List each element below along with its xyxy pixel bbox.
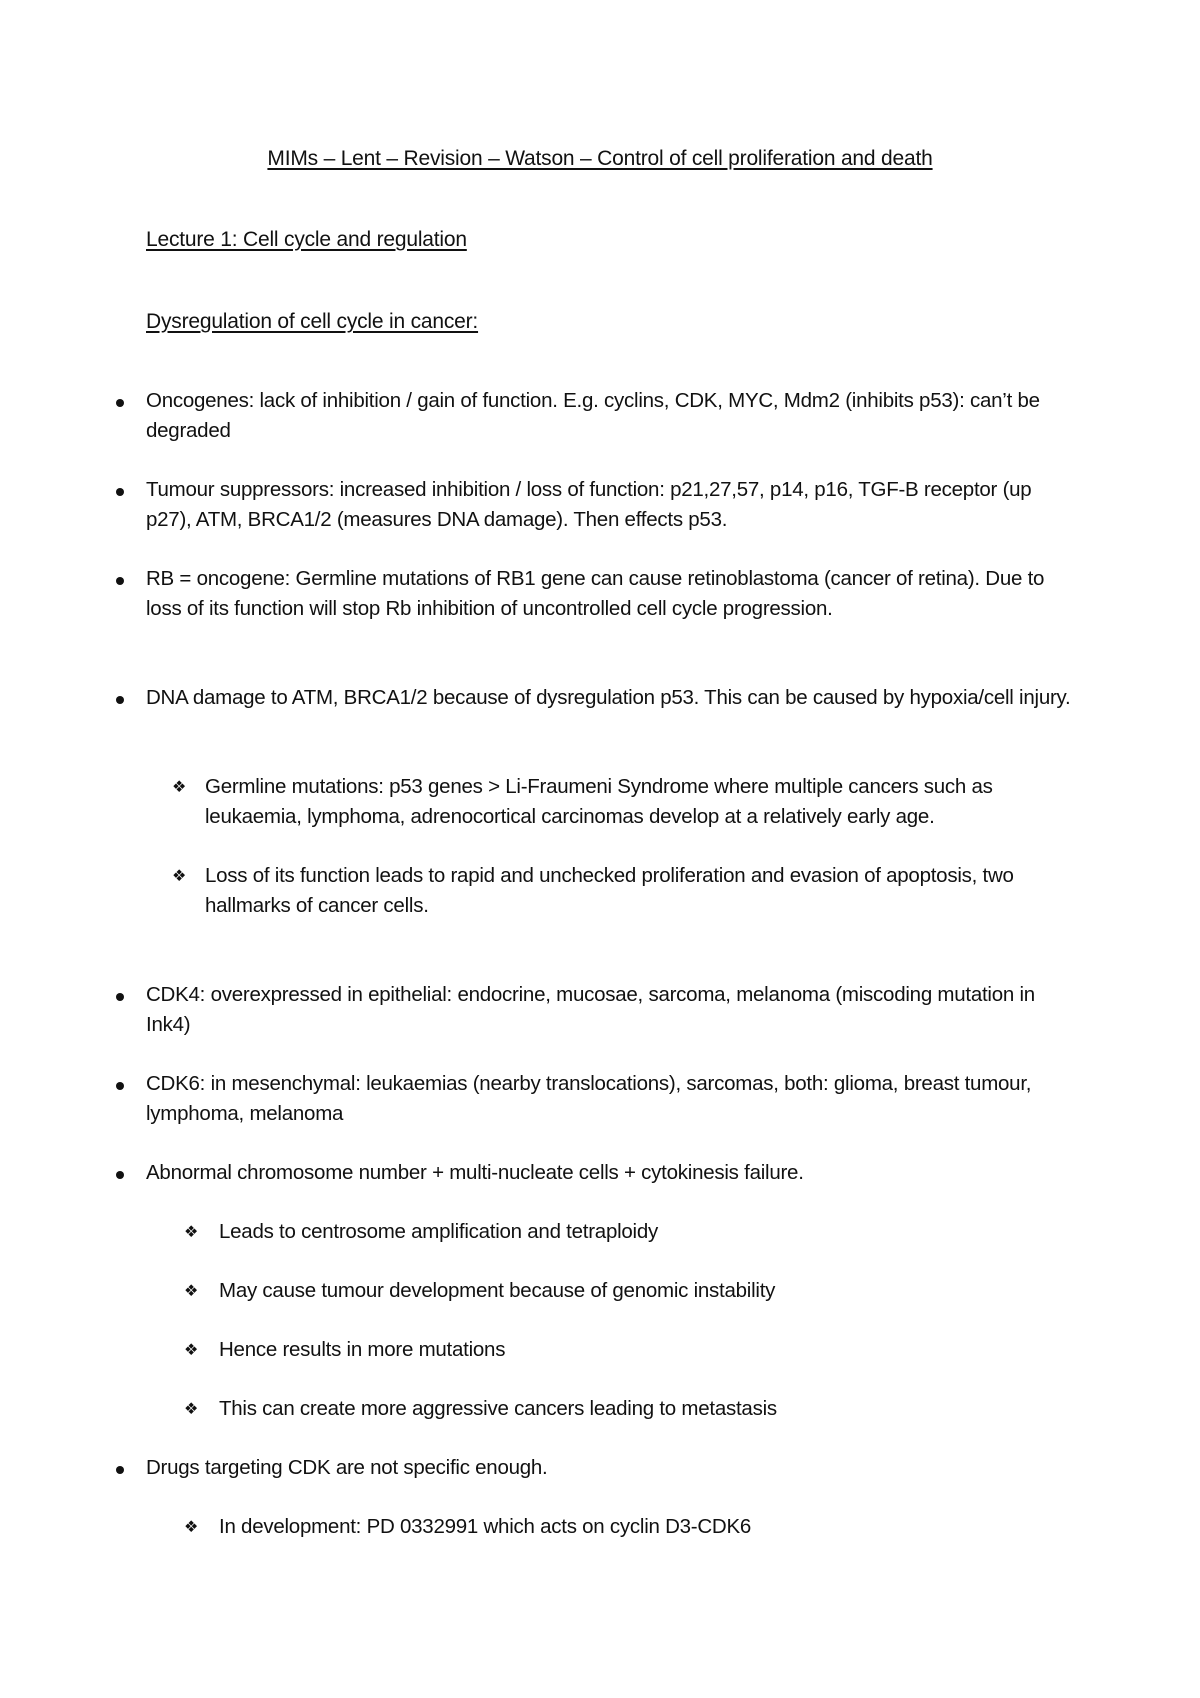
list-item: [146, 683, 1076, 713]
section-heading: Dysregulation of cell cycle in cancer:: [146, 310, 479, 333]
list-item-text: Oncogenes: lack of inhibition / gain of function. E.g. cyclins, CDK, MYC, Mdm2 (inhibits p53): can’t be degraded: [146, 389, 1040, 442]
list-item-text: RB = oncogene: Germline mutations of RB1 gene can cause retinoblastoma (cancer of retina). Due to loss of its function will stop Rb inhibition of uncontrolled cell cycle progression.: [146, 567, 1045, 620]
sub-list-item: [183, 1276, 1079, 1306]
list-item: [146, 1069, 1076, 1128]
diamond-bullet-icon: ❖: [183, 1399, 199, 1418]
bullet-icon: [110, 1069, 130, 1099]
sub-list-item-text: Loss of its function leads to rapid and unchecked proliferation and evasion of apoptosis, two hallmarks of cancer cells.: [205, 864, 1014, 917]
bullet-icon: [110, 386, 130, 416]
diamond-bullet-icon: ❖: [183, 1222, 199, 1241]
list-item: [146, 1158, 1076, 1188]
list-item-text: Abnormal chromosome number + multi-nucleate cells + cytokinesis failure.: [146, 1161, 804, 1184]
list-item-text: DNA damage to ATM, BRCA1/2 because of dysregulation p53. This can be caused by hypoxia/cell injury.: [146, 686, 1071, 709]
sub-list-item: [183, 1394, 1079, 1424]
sub-list-item-text: Germline mutations: p53 genes > Li-Fraumeni Syndrome where multiple cancers such as leukaemia, lymphoma, adrenocortical carcinomas develop at a relatively early age.: [205, 775, 993, 828]
document-title: MIMs – Lent – Revision – Watson – Control of cell proliferation and death: [267, 147, 933, 170]
diamond-bullet-icon: ❖: [171, 777, 187, 796]
sub-list-item: [183, 1512, 1079, 1542]
lecture-heading: Lecture 1: Cell cycle and regulation: [146, 228, 467, 251]
sub-list-item: [183, 1217, 1079, 1247]
bullet-icon: [110, 980, 130, 1010]
bullet-icon: [110, 475, 130, 505]
sub-list-item-text: May cause tumour development because of genomic instability: [219, 1279, 776, 1302]
sub-list-item-text: This can create more aggressive cancers leading to metastasis: [219, 1397, 777, 1420]
list-item: [146, 386, 1076, 445]
sub-list-item-text: In development: PD 0332991 which acts on cyclin D3-CDK6: [219, 1515, 752, 1538]
bullet-icon: [110, 683, 130, 713]
sub-list-item: [183, 1335, 1079, 1365]
bullet-icon: [110, 1158, 130, 1188]
list-item: [146, 980, 1076, 1039]
bullet-icon: [110, 564, 130, 594]
sub-list-item: [171, 861, 1085, 920]
list-item-text: CDK4: overexpressed in epithelial: endocrine, mucosae, sarcoma, melanoma (miscoding mutation in Ink4): [146, 983, 1035, 1036]
list-item: [146, 564, 1076, 623]
list-item: [146, 475, 1076, 534]
sub-list-item: [171, 772, 1085, 831]
diamond-bullet-icon: ❖: [183, 1340, 199, 1359]
diamond-bullet-icon: ❖: [183, 1281, 199, 1300]
sub-list-item-text: Leads to centrosome amplification and tetraploidy: [219, 1220, 659, 1243]
sub-list-item-text: Hence results in more mutations: [219, 1338, 506, 1361]
diamond-bullet-icon: ❖: [171, 866, 187, 885]
list-item-text: CDK6: in mesenchymal: leukaemias (nearby translocations), sarcomas, both: glioma, breast tumour, lymphoma, melanoma: [146, 1072, 1032, 1125]
list-item: [146, 1453, 1076, 1483]
diamond-bullet-icon: ❖: [183, 1517, 199, 1536]
list-item-text: Drugs targeting CDK are not specific enough.: [146, 1456, 548, 1479]
list-item-text: Tumour suppressors: increased inhibition / loss of function: p21,27,57, p14, p16, TGF-B receptor (up p27), ATM, BRCA1/2 (measures DNA damage). Then effects p53.: [146, 478, 1032, 531]
bullet-icon: [110, 1453, 130, 1483]
